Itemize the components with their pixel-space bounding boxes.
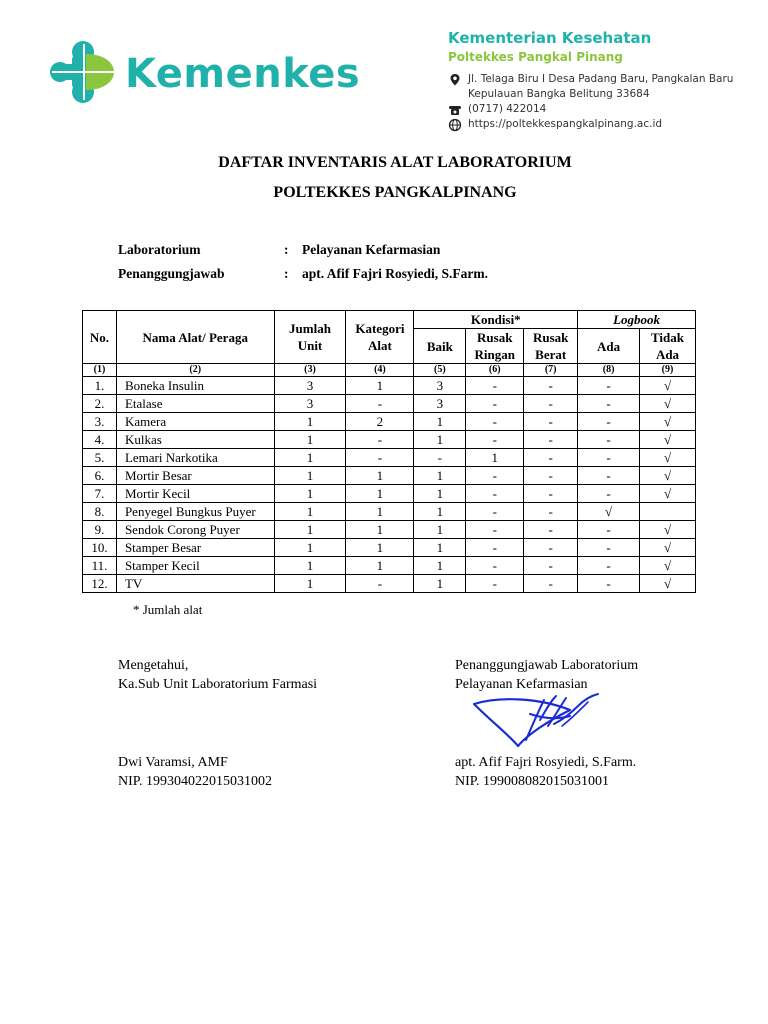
item-name: Boneka Insulin: [116, 377, 274, 395]
logbook-ada: -: [578, 485, 640, 503]
logbook-tidak-ada: √: [640, 395, 696, 413]
item-name: Mortir Kecil: [116, 485, 274, 503]
kondisi-rusak-berat: -: [524, 467, 578, 485]
org-contact-block: [448, 28, 733, 132]
phone-icon: [448, 103, 462, 117]
kondisi-rusak-ringan: -: [466, 395, 524, 413]
kondisi-baik: 1: [414, 467, 466, 485]
table-row: [83, 557, 696, 575]
header-logbook: Logbook: [578, 311, 696, 329]
kategori-alat: -: [346, 395, 414, 413]
kondisi-rusak-berat: -: [524, 377, 578, 395]
item-name: Sendok Corong Puyer: [116, 521, 274, 539]
logbook-ada: √: [578, 503, 640, 521]
logbook-ada: -: [578, 557, 640, 575]
kondisi-rusak-ringan: -: [466, 377, 524, 395]
logbook-tidak-ada: √: [640, 521, 696, 539]
kondisi-baik: 1: [414, 431, 466, 449]
lab-label: Laboratorium: [118, 242, 201, 257]
kondisi-rusak-ringan: -: [466, 413, 524, 431]
kondisi-rusak-berat: -: [524, 485, 578, 503]
phone-number: (0717) 422014: [468, 103, 547, 115]
col-number: (2): [116, 364, 274, 377]
handwritten-signature: [470, 690, 605, 756]
inventory-table: [82, 310, 696, 593]
table-row: [83, 395, 696, 413]
table-row: [83, 377, 696, 395]
item-name: Etalase: [116, 395, 274, 413]
kategori-alat: 2: [346, 413, 414, 431]
table-footnote: * Jumlah alat: [133, 602, 203, 617]
logbook-ada: -: [578, 449, 640, 467]
lab-info: [118, 242, 440, 258]
kondisi-rusak-berat: -: [524, 503, 578, 521]
col-number: (1): [83, 364, 117, 377]
approver-line1: Mengetahui,: [118, 658, 189, 673]
pj-identity: [455, 753, 636, 791]
row-no: 5.: [83, 449, 117, 467]
item-name: Kulkas: [116, 431, 274, 449]
kondisi-baik: 3: [414, 377, 466, 395]
kondisi-baik: 1: [414, 521, 466, 539]
logbook-tidak-ada: √: [640, 557, 696, 575]
org-subtitle: Poltekkes Pangkal Pinang: [448, 50, 623, 64]
document-subtitle: POLTEKKES PANGKALPINANG: [273, 184, 517, 201]
item-name: Lemari Narkotika: [116, 449, 274, 467]
header-kondisi: Kondisi*: [414, 311, 578, 329]
approver-identity: [118, 753, 272, 791]
row-no: 10.: [83, 539, 117, 557]
item-name: Mortir Besar: [116, 467, 274, 485]
logbook-tidak-ada: √: [640, 431, 696, 449]
kategori-alat: 1: [346, 377, 414, 395]
header-tidak-ada: Tidak Ada: [640, 329, 696, 364]
header-jumlah: Jumlah Unit: [274, 311, 346, 364]
kondisi-rusak-berat: -: [524, 431, 578, 449]
logbook-tidak-ada: √: [640, 413, 696, 431]
kondisi-rusak-ringan: -: [466, 431, 524, 449]
col-number: (6): [466, 364, 524, 377]
table-row: [83, 485, 696, 503]
jumlah-unit: 3: [274, 377, 346, 395]
kemenkes-logo-icon: [48, 40, 118, 104]
kondisi-rusak-ringan: -: [466, 467, 524, 485]
col-number: (5): [414, 364, 466, 377]
kategori-alat: -: [346, 575, 414, 593]
jumlah-unit: 1: [274, 467, 346, 485]
pj-value: apt. Afif Fajri Rosyiedi, S.Farm.: [302, 266, 488, 281]
logbook-tidak-ada: √: [640, 449, 696, 467]
kondisi-rusak-ringan: -: [466, 557, 524, 575]
column-number-row: [83, 364, 696, 377]
table-row: [83, 467, 696, 485]
header-rusak-berat: Rusak Berat: [524, 329, 578, 364]
kondisi-rusak-berat: -: [524, 449, 578, 467]
kategori-alat: -: [346, 431, 414, 449]
kondisi-rusak-ringan: -: [466, 521, 524, 539]
jumlah-unit: 1: [274, 539, 346, 557]
jumlah-unit: 1: [274, 485, 346, 503]
document-title: DAFTAR INVENTARIS ALAT LABORATORIUM: [218, 154, 572, 171]
col-number: (9): [640, 364, 696, 377]
logbook-ada: -: [578, 395, 640, 413]
kategori-alat: 1: [346, 539, 414, 557]
kondisi-baik: 1: [414, 413, 466, 431]
logo-wordmark: Kemenkes: [125, 51, 361, 97]
jumlah-unit: 1: [274, 449, 346, 467]
jumlah-unit: 1: [274, 431, 346, 449]
pj-sign-line2: Pelayanan Kefarmasian: [455, 677, 588, 692]
jumlah-unit: 1: [274, 521, 346, 539]
jumlah-unit: 1: [274, 413, 346, 431]
item-name: TV: [116, 575, 274, 593]
jumlah-unit: 1: [274, 503, 346, 521]
col-number: (7): [524, 364, 578, 377]
kondisi-rusak-berat: -: [524, 575, 578, 593]
logbook-tidak-ada: [640, 503, 696, 521]
phone-line: [448, 102, 733, 117]
globe-icon: [448, 118, 462, 132]
pj-label: Penanggungjawab: [118, 266, 225, 281]
lab-value: Pelayanan Kefarmasian: [302, 242, 441, 257]
item-name: Penyegel Bungkus Puyer: [116, 503, 274, 521]
row-no: 2.: [83, 395, 117, 413]
approver-nip: NIP. 199304022015031002: [118, 774, 273, 789]
logbook-ada: -: [578, 377, 640, 395]
table-row: [83, 521, 696, 539]
kategori-alat: 1: [346, 503, 414, 521]
inventory-body: [83, 377, 696, 593]
kondisi-rusak-berat: -: [524, 539, 578, 557]
logbook-ada: -: [578, 521, 640, 539]
item-name: Kamera: [116, 413, 274, 431]
jumlah-unit: 1: [274, 575, 346, 593]
table-row: [83, 449, 696, 467]
table-row: [83, 503, 696, 521]
address-line: [448, 72, 733, 87]
header-baik: Baik: [414, 329, 466, 364]
logbook-ada: -: [578, 575, 640, 593]
table-row: [83, 575, 696, 593]
kondisi-rusak-ringan: -: [466, 485, 524, 503]
approver-block: [118, 656, 317, 694]
kondisi-rusak-ringan: -: [466, 575, 524, 593]
row-no: 12.: [83, 575, 117, 593]
table-row: [83, 431, 696, 449]
org-title: Kementerian Kesehatan: [448, 29, 652, 47]
logbook-tidak-ada: √: [640, 539, 696, 557]
lab-colon: :: [284, 242, 289, 257]
row-no: 1.: [83, 377, 117, 395]
logbook-ada: -: [578, 431, 640, 449]
row-no: 8.: [83, 503, 117, 521]
logbook-tidak-ada: √: [640, 485, 696, 503]
col-number: (4): [346, 364, 414, 377]
pj-sign-name: apt. Afif Fajri Rosyiedi, S.Farm.: [455, 755, 637, 770]
row-no: 9.: [83, 521, 117, 539]
approver-line2: Ka.Sub Unit Laboratorium Farmasi: [118, 677, 318, 692]
jumlah-unit: 1: [274, 557, 346, 575]
item-name: Stamper Besar: [116, 539, 274, 557]
kategori-alat: 1: [346, 557, 414, 575]
jumlah-unit: 3: [274, 395, 346, 413]
logbook-tidak-ada: √: [640, 377, 696, 395]
logbook-tidak-ada: √: [640, 575, 696, 593]
table-row: [83, 539, 696, 557]
kondisi-rusak-berat: -: [524, 413, 578, 431]
header-name: Nama Alat/ Peraga: [116, 311, 274, 364]
col-number: (8): [578, 364, 640, 377]
kondisi-rusak-ringan: 1: [466, 449, 524, 467]
kondisi-rusak-ringan: -: [466, 503, 524, 521]
kategori-alat: 1: [346, 485, 414, 503]
logbook-ada: -: [578, 467, 640, 485]
row-no: 4.: [83, 431, 117, 449]
approver-name: Dwi Varamsi, AMF: [118, 755, 228, 770]
table-row: [83, 413, 696, 431]
kondisi-baik: 1: [414, 575, 466, 593]
logbook-tidak-ada: √: [640, 467, 696, 485]
row-no: 3.: [83, 413, 117, 431]
logbook-ada: -: [578, 413, 640, 431]
pj-colon: :: [284, 266, 289, 281]
website-line: [448, 117, 733, 132]
address-line2: Kepulauan Bangka Belitung 33684: [468, 88, 650, 100]
address-line1: Jl. Telaga Biru I Desa Padang Baru, Pangkalan Baru: [468, 73, 734, 85]
kondisi-baik: 1: [414, 485, 466, 503]
row-no: 11.: [83, 557, 117, 575]
col-number: (3): [274, 364, 346, 377]
pj-info: [118, 266, 488, 282]
kondisi-rusak-ringan: -: [466, 539, 524, 557]
header-ada: Ada: [578, 329, 640, 364]
website-url[interactable]: https://poltekkespangkalpinang.ac.id: [468, 118, 663, 130]
kondisi-rusak-berat: -: [524, 557, 578, 575]
kondisi-baik: 1: [414, 539, 466, 557]
item-name: Stamper Kecil: [116, 557, 274, 575]
kondisi-baik: 1: [414, 503, 466, 521]
pj-sign-nip: NIP. 199008082015031001: [455, 774, 610, 789]
kondisi-baik: 3: [414, 395, 466, 413]
pj-sign-block: [455, 656, 638, 694]
kategori-alat: 1: [346, 521, 414, 539]
kondisi-baik: -: [414, 449, 466, 467]
header-kategori: Kategori Alat: [346, 311, 414, 364]
header-no: No.: [83, 311, 117, 364]
header-rusak-ringan: Rusak Ringan: [466, 329, 524, 364]
kategori-alat: 1: [346, 467, 414, 485]
kondisi-rusak-berat: -: [524, 395, 578, 413]
row-no: 6.: [83, 467, 117, 485]
logbook-ada: -: [578, 539, 640, 557]
kategori-alat: -: [346, 449, 414, 467]
kondisi-baik: 1: [414, 557, 466, 575]
location-pin-icon: [448, 73, 462, 87]
kondisi-rusak-berat: -: [524, 521, 578, 539]
row-no: 7.: [83, 485, 117, 503]
pj-sign-line1: Penanggungjawab Laboratorium: [455, 658, 639, 673]
